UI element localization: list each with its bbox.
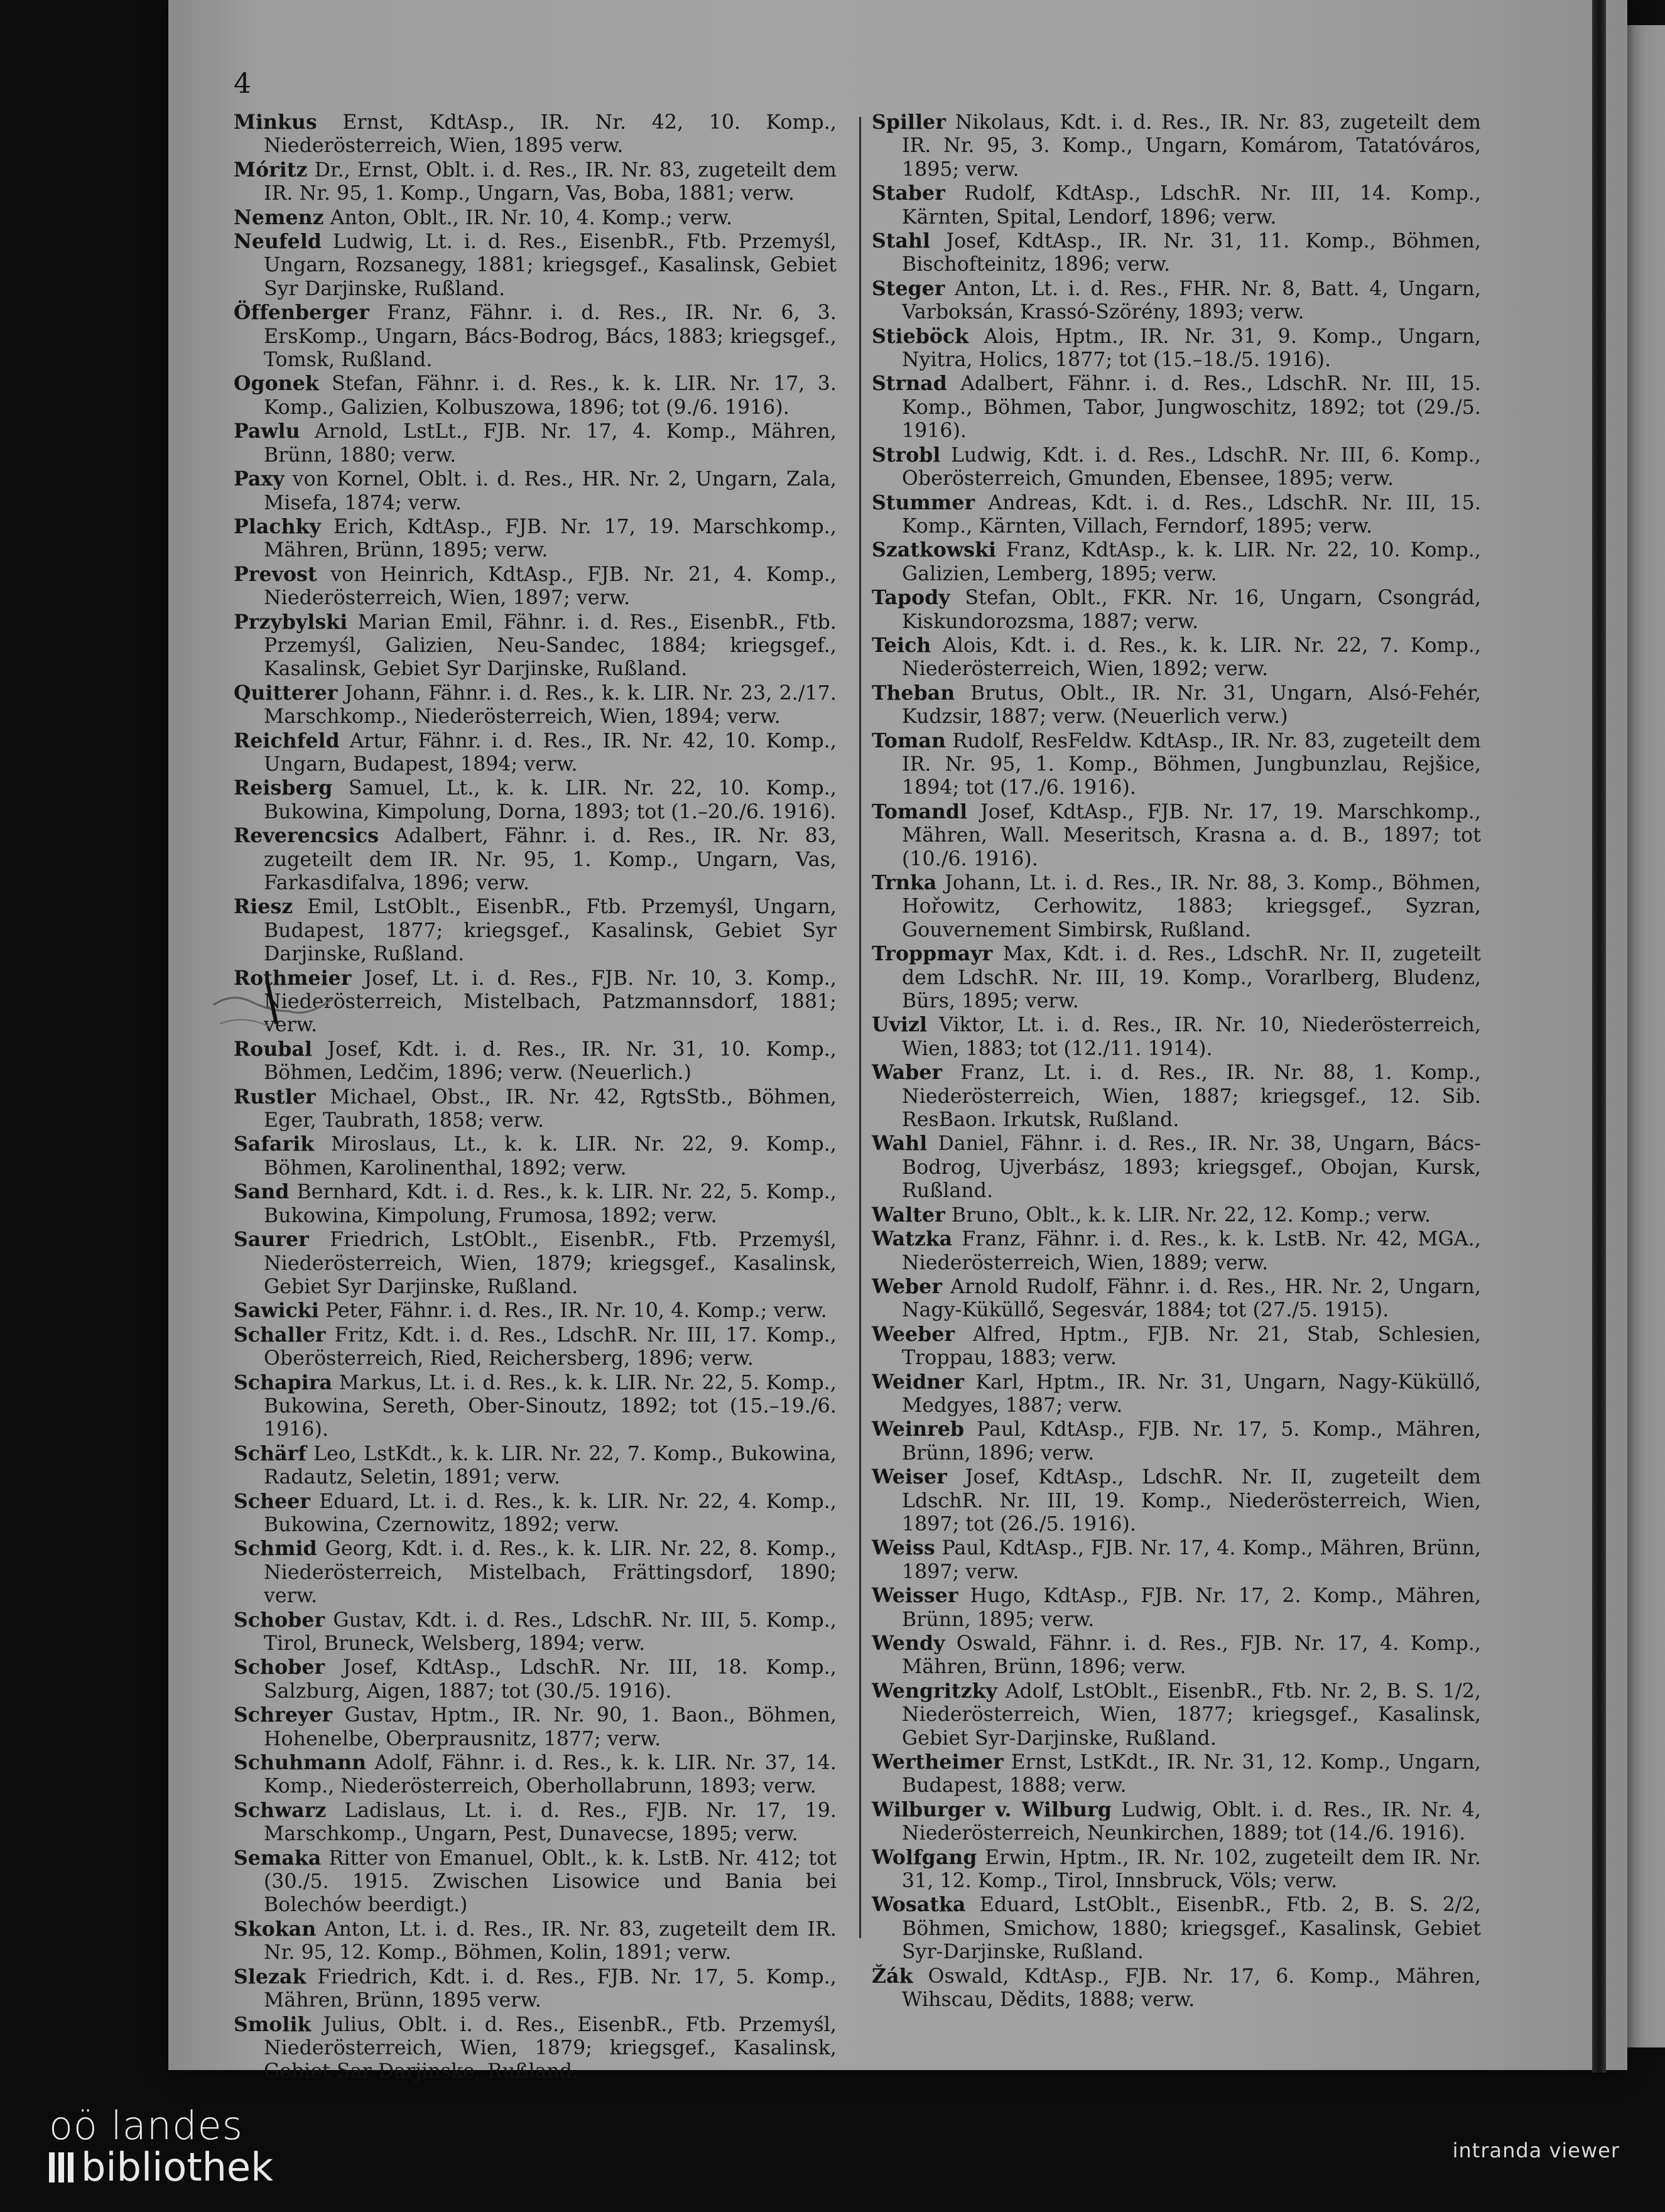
- entry-surname: Neufeld: [234, 230, 322, 254]
- entry-details: Dr., Ernst, Oblt. i. d. Res., IR. Nr. 83, zugeteilt dem IR. Nr. 95, 1. Komp., Ungarn, Vas, Boba, 1881; verw.: [264, 158, 837, 205]
- entry-surname: Paxy: [234, 467, 285, 491]
- entry-surname: Scheer: [234, 1489, 311, 1513]
- entry-details: Josef, KdtAsp., LdschR. Nr. III, 18. Komp., Salzburg, Aigen, 1887; tot (30./5. 1916).: [264, 1656, 837, 1703]
- entry-surname: Safarik: [234, 1132, 315, 1156]
- register-entry: [872, 634, 1481, 681]
- entry-surname: Reisberg: [234, 776, 333, 800]
- entry-details: Ludwig, Kdt. i. d. Res., LdschR. Nr. III, 6. Komp., Oberösterreich, Gmunden, Ebensee, 1895; verw.: [902, 443, 1481, 491]
- register-entry: [872, 1584, 1481, 1632]
- entry-details: Adalbert, Fähnr. i. d. Res., LdschR. Nr. III, 15. Komp., Böhmen, Tabor, Jungwoschitz, 1892; tot (29./5. 1916).: [902, 372, 1481, 443]
- register-entry: [872, 1632, 1481, 1679]
- register-entry: [234, 1132, 837, 1180]
- entry-surname: Reverencsics: [234, 824, 379, 848]
- entry-surname: Weber: [872, 1274, 943, 1298]
- register-entry: [234, 158, 837, 206]
- entry-surname: Weinreb: [872, 1418, 965, 1441]
- register-entry: [234, 230, 837, 301]
- register-entry: [234, 1323, 837, 1371]
- entry-details: Leo, LstKdt., k. k. LIR. Nr. 22, 7. Komp., Bukowina, Radautz, Seletin, 1891; verw.: [264, 1442, 837, 1489]
- entry-surname: Trnka: [872, 871, 937, 894]
- entry-details: Ritter von Emanuel, Oblt., k. k. LstB. Nr. 412; tot (30./5. 1915. Zwischen Lisowice und Bania bei Bolechów beerdigt.): [264, 1846, 837, 1917]
- register-entry: [234, 1917, 837, 1965]
- entry-surname: Tomandl: [872, 800, 968, 823]
- entry-surname: Pawlu: [234, 420, 300, 443]
- register-entry: [872, 1465, 1481, 1536]
- register-entry: [234, 824, 837, 895]
- entry-surname: Minkus: [234, 111, 317, 134]
- entry-details: Franz, Fähnr. i. d. Res., k. k. LstB. Nr. 42, MGA., Niederösterreich, Wien, 1889; verw.: [902, 1228, 1481, 1274]
- entry-surname: Schaller: [234, 1323, 326, 1347]
- register-entry: [234, 301, 837, 372]
- entry-details: Miroslaus, Lt., k. k. LIR. Nr. 22, 9. Komp., Böhmen, Karolinenthal, 1892; verw.: [264, 1133, 837, 1179]
- entry-surname: Wilburger v. Wilburg: [872, 1797, 1112, 1821]
- entry-details: Josef, KdtAsp., FJB. Nr. 17, 19. Marschkomp., Mähren, Wall. Meseritsch, Krasna a. d. B., 1897; tot (10./6. 1916).: [902, 800, 1481, 870]
- logo-line2: [49, 2144, 273, 2190]
- register-entry: [872, 1893, 1481, 1964]
- register-entry: [872, 1323, 1481, 1370]
- entry-details: Adalbert, Fähnr. i. d. Res., IR. Nr. 83, zugeteilt dem IR. Nr. 95, 1. Komp., Ungarn, Vas, Farkasdifalva, 1896; verw.: [264, 825, 837, 894]
- register-entry: [234, 729, 837, 777]
- entry-details: Paul, KdtAsp., FJB. Nr. 17, 5. Komp., Mähren, Brünn, 1896; verw.: [902, 1418, 1481, 1465]
- entry-details: Franz, Fähnr. i. d. Res., IR. Nr. 6, 3. ErsKomp., Ungarn, Bács-Bodrog, Bács, 1883; kriegsgef., Tomsk, Rußland.: [264, 301, 837, 372]
- register-entry: [872, 182, 1481, 229]
- register-entry: [234, 372, 837, 420]
- register-entry: [234, 1442, 837, 1490]
- entry-surname: Strnad: [872, 372, 947, 396]
- register-entry: [872, 586, 1481, 634]
- register-entry: [234, 1371, 837, 1442]
- register-entry: [872, 491, 1481, 539]
- register-entry: [872, 1418, 1481, 1465]
- entry-details: Erwin, Hptm., IR. Nr. 102, zugeteilt dem IR. Nr. 31, 12. Komp., Tirol, Innsbruck, Völs; verw.: [902, 1846, 1481, 1893]
- entry-details: Rudolf, KdtAsp., LdschR. Nr. III, 14. Komp., Kärnten, Spital, Lendorf, 1896; verw.: [902, 182, 1481, 229]
- entry-details: Gustav, Hptm., IR. Nr. 90, 1. Baon., Böhmen, Hohenelbe, Oberprausnitz, 1877; verw.: [264, 1704, 837, 1750]
- entry-details: Samuel, Lt., k. k. LIR. Nr. 22, 10. Komp., Bukowina, Kimpolung, Dorna, 1893; tot (1.–20./6. 1916).: [264, 777, 837, 823]
- register-entry: [234, 1085, 837, 1133]
- entry-details: Josef, KdtAsp., IR. Nr. 31, 11. Komp., Böhmen, Bischofteinitz, 1896; verw.: [902, 230, 1481, 276]
- entry-surname: Uvizl: [872, 1013, 928, 1037]
- register-entry: [872, 1132, 1481, 1203]
- entry-surname: Stieböck: [872, 324, 969, 348]
- entry-details: von Kornel, Oblt. i. d. Res., HR. Nr. 2, Ungarn, Zala, Misefa, 1874; verw.: [264, 468, 837, 514]
- entry-surname: Tapody: [872, 586, 950, 610]
- entry-surname: Spiller: [872, 111, 946, 134]
- entry-surname: Szatkowski: [872, 538, 997, 562]
- register-entry: [872, 1275, 1481, 1323]
- register-entry: [234, 467, 837, 515]
- entry-details: Josef, Lt. i. d. Res., FJB. Nr. 10, 3. Komp., Niederösterreich, Mistelbach, Patzmannsdorf, 1881; verw.: [264, 967, 837, 1037]
- entry-surname: Nemenz: [234, 205, 324, 229]
- entry-details: Paul, KdtAsp., FJB. Nr. 17, 4. Komp., Mähren, Brünn, 1897; verw.: [902, 1537, 1481, 1583]
- entry-details: Anton, Oblt., IR. Nr. 10, 4. Komp.; verw.: [323, 206, 733, 229]
- entry-details: Oswald, KdtAsp., FJB. Nr. 17, 6. Komp., Mähren, Wihscau, Dědits, 1888; verw.: [902, 1965, 1481, 2012]
- page-fold: [1592, 0, 1606, 2073]
- left-column: [234, 111, 837, 2084]
- register-entry: [872, 1798, 1481, 1846]
- register-entry: [234, 1537, 837, 1608]
- entry-details: Viktor, Lt. i. d. Res., IR. Nr. 10, Niederösterreich, Wien, 1883; tot (12./11. 1914).: [902, 1014, 1481, 1060]
- entry-surname: Öffenberger: [234, 301, 369, 325]
- register-entry: [872, 800, 1481, 871]
- library-logo[interactable]: [49, 2105, 273, 2188]
- entry-surname: Rothmeier: [234, 966, 352, 990]
- entry-surname: Przybylski: [234, 610, 348, 634]
- right-column: [872, 111, 1481, 2012]
- entry-surname: Reichfeld: [234, 729, 340, 752]
- entry-surname: Roubal: [234, 1037, 313, 1061]
- entry-surname: Semaka: [234, 1846, 322, 1870]
- entry-details: Oswald, Fähnr. i. d. Res., FJB. Nr. 17, 4. Komp., Mähren, Brünn, 1896; verw.: [902, 1632, 1481, 1679]
- register-entry: [234, 206, 837, 230]
- entry-details: Markus, Lt. i. d. Res., k. k. LIR. Nr. 22, 5. Komp., Bukowina, Sereth, Ober-Sinoutz, 1892; tot (15.–19./6. 1916).: [264, 1371, 837, 1441]
- entry-surname: Sand: [234, 1180, 290, 1204]
- entry-details: Bruno, Oblt., k. k. LIR. Nr. 22, 12. Komp.; verw.: [945, 1203, 1431, 1227]
- entry-surname: Plachky: [234, 514, 321, 538]
- entry-details: Brutus, Oblt., IR. Nr. 31, Ungarn, Alsó-Fehér, Kudzsir, 1887; verw. (Neuerlich verw.): [902, 681, 1481, 729]
- register-entry: [234, 1608, 837, 1656]
- logo-bars-icon: [49, 2152, 73, 2182]
- entry-surname: Schreyer: [234, 1703, 333, 1727]
- entry-surname: Schärf: [234, 1441, 306, 1465]
- entry-surname: Schober: [234, 1608, 325, 1632]
- register-entry: [234, 1799, 837, 1846]
- entry-details: Arnold, LstLt., FJB. Nr. 17, 4. Komp., Mähren, Brünn, 1880; verw.: [264, 420, 837, 467]
- entry-surname: Ogonek: [234, 372, 319, 396]
- register-entry: [872, 1750, 1481, 1798]
- register-entry: [872, 871, 1481, 942]
- entry-surname: Schapira: [234, 1370, 333, 1394]
- register-entry: [872, 538, 1481, 586]
- register-entry: [234, 2013, 837, 2084]
- entry-surname: Watzka: [872, 1227, 953, 1251]
- column-divider: [859, 117, 861, 1938]
- entry-details: Franz, KdtAsp., k. k. LIR. Nr. 22, 10. Komp., Galizien, Lemberg, 1895; verw.: [902, 539, 1481, 585]
- entry-surname: Schwarz: [234, 1798, 327, 1822]
- entry-details: Rudolf, ResFeldw. KdtAsp., IR. Nr. 83, zugeteilt dem IR. Nr. 95, 1. Komp., Böhmen, Jungbunzlau, Rejšice, 1894; tot (17./6. 1916).: [902, 729, 1481, 800]
- register-entry: [234, 610, 837, 681]
- entry-surname: Sawicki: [234, 1299, 319, 1323]
- register-entry: [234, 563, 837, 610]
- entry-surname: Stahl: [872, 229, 931, 253]
- register-entry: [234, 420, 837, 467]
- entry-details: Michael, Obst., IR. Nr. 42, RgtsStb., Böhmen, Eger, Taubrath, 1858; verw.: [264, 1085, 837, 1132]
- entry-surname: Waber: [872, 1061, 943, 1085]
- entry-surname: Wolfgang: [872, 1845, 977, 1869]
- register-entry: [234, 1228, 837, 1299]
- entry-surname: Rustler: [234, 1085, 316, 1109]
- logo-text-line2: bibliothek: [81, 2144, 273, 2190]
- entry-surname: Walter: [872, 1203, 945, 1227]
- entry-details: Gustav, Kdt. i. d. Res., LdschR. Nr. III, 5. Komp., Tirol, Bruneck, Welsberg, 1894; verw.: [264, 1608, 837, 1655]
- register-entry: [872, 1013, 1481, 1061]
- entry-surname: Stummer: [872, 491, 975, 514]
- entry-surname: Weisser: [872, 1584, 958, 1608]
- register-entry: [234, 681, 837, 729]
- entry-surname: Schober: [234, 1656, 325, 1679]
- entry-details: Alois, Kdt. i. d. Res., k. k. LIR. Nr. 22, 7. Komp., Niederösterreich, Wien, 1892; verw.: [902, 634, 1481, 681]
- entry-surname: Schmid: [234, 1537, 317, 1561]
- entry-details: Artur, Fähnr. i. d. Res., IR. Nr. 42, 10. Komp., Ungarn, Budapest, 1894; verw.: [264, 729, 837, 776]
- entry-details: Franz, Lt. i. d. Res., IR. Nr. 88, 1. Komp., Niederösterreich, Wien, 1887; kriegsgef., 12. Sib. ResBaon. Irkutsk, Rußland.: [902, 1061, 1481, 1132]
- entry-details: Karl, Hptm., IR. Nr. 31, Ungarn, Nagy-Küküllő, Medgyes, 1887; verw.: [902, 1370, 1481, 1417]
- register-entry: [872, 372, 1481, 443]
- entry-details: Georg, Kdt. i. d. Res., k. k. LIR. Nr. 22, 8. Komp., Niederösterreich, Mistelbach, Frättingsdorf, 1890; verw.: [264, 1537, 837, 1608]
- entry-surname: Schuhmann: [234, 1751, 367, 1775]
- entry-details: Johann, Lt. i. d. Res., IR. Nr. 88, 3. Komp., Böhmen, Hořowitz, Cerhowitz, 1883; kriegsgef., Syzran, Gouvernement Simbirsk, Rußland.: [902, 872, 1481, 941]
- entry-details: Stefan, Fähnr. i. d. Res., k. k. LIR. Nr. 17, 3. Komp., Galizien, Kolbuszowa, 1896; tot (9./6. 1916).: [264, 372, 837, 419]
- entry-details: Max, Kdt. i. d. Res., LdschR. Nr. II, zugeteilt dem LdschR. Nr. III, 19. Komp., Vorarlberg, Bludenz, Bürs, 1895; verw.: [902, 943, 1481, 1013]
- entry-details: Josef, Kdt. i. d. Res., IR. Nr. 31, 10. Komp., Böhmen, Ledčim, 1896; verw. (Neuerlich.): [264, 1038, 837, 1085]
- entry-surname: Saurer: [234, 1228, 309, 1252]
- register-entry: [872, 325, 1481, 372]
- entry-surname: Theban: [872, 681, 955, 705]
- entry-details: Friedrich, Kdt. i. d. Res., FJB. Nr. 17, 5. Komp., Mähren, Brünn, 1895 verw.: [264, 1965, 837, 2012]
- entry-details: Bernhard, Kdt. i. d. Res., k. k. LIR. Nr. 22, 5. Komp., Bukowina, Kimpolung, Frumosa, 1892; verw.: [264, 1181, 837, 1227]
- entry-details: Ludwig, Oblt. i. d. Res., IR. Nr. 4, Niederösterreich, Neunkirchen, 1889; tot (14./6. 1916).: [902, 1798, 1482, 1845]
- entry-surname: Wendy: [872, 1632, 945, 1655]
- entry-details: Ernst, LstKdt., IR. Nr. 31, 12. Komp., Ungarn, Budapest, 1888; verw.: [902, 1751, 1481, 1797]
- entry-details: Julius, Oblt. i. d. Res., EisenbR., Ftb. Przemyśl, Niederösterreich, Wien, 1879; kriegsgef., Kasalinsk, Gebiet Sar Darjinske, Rußland.: [264, 2013, 837, 2083]
- entry-details: Friedrich, LstOblt., EisenbR., Ftb. Przemyśl, Niederösterreich, Wien, 1879; kriegsgef., Kasalinsk, Gebiet Syr Darjinske, Rußland.: [264, 1228, 837, 1298]
- register-entry: [872, 229, 1481, 277]
- register-entry: [234, 1038, 837, 1085]
- register-entry: [234, 1751, 837, 1799]
- entry-details: Arnold Rudolf, Fähnr. i. d. Res., HR. Nr. 2, Ungarn, Nagy-Küküllő, Segesvár, 1884; tot (27./5. 1915).: [902, 1275, 1481, 1322]
- entry-details: Stefan, Oblt., FKR. Nr. 16, Ungarn, Csongrád, Kiskundorozsma, 1887; verw.: [902, 587, 1481, 633]
- page-number: 4: [234, 68, 251, 100]
- register-entry: [872, 1965, 1481, 2012]
- register-entry: [872, 942, 1481, 1013]
- register-entry: [872, 443, 1481, 491]
- register-entry: [872, 1203, 1481, 1227]
- entry-details: Ernst, KdtAsp., IR. Nr. 42, 10. Komp., Niederösterreich, Wien, 1895 verw.: [264, 111, 837, 158]
- entry-surname: Steger: [872, 276, 945, 300]
- entry-details: Eduard, LstOblt., EisenbR., Ftb. 2, B. S. 2/2, Böhmen, Smichow, 1880; kriegsgef., Kasalinsk, Gebiet Syr-Darjinske, Rußland.: [902, 1894, 1481, 1964]
- entry-details: Hugo, KdtAsp., FJB. Nr. 17, 2. Komp., Mähren, Brünn, 1895; verw.: [902, 1585, 1481, 1631]
- entry-details: Emil, LstOblt., EisenbR., Ftb. Przemyśl, Ungarn, Budapest, 1877; kriegsgef., Kasalinsk, Gebiet Syr Darjinske, Rußland.: [264, 896, 837, 966]
- entry-details: Johann, Fähnr. i. d. Res., k. k. LIR. Nr. 23, 2./17. Marschkomp., Niederösterreich, Wien, 1894; verw.: [264, 681, 837, 729]
- entry-surname: Wosatka: [872, 1893, 966, 1917]
- register-entry: [872, 1227, 1481, 1275]
- entry-surname: Teich: [872, 633, 931, 657]
- register-entry: [234, 1846, 837, 1917]
- entry-details: Alois, Hptm., IR. Nr. 31, 9. Komp., Ungarn, Nyitra, Holics, 1877; tot (15.–18./5. 1916).: [902, 325, 1481, 372]
- register-entry: [872, 729, 1481, 800]
- entry-details: Anton, Lt. i. d. Res., IR. Nr. 83, zugeteilt dem IR. Nr. 95, 12. Komp., Böhmen, Kolin, 1891; verw.: [264, 1917, 837, 1965]
- entry-details: Erich, KdtAsp., FJB. Nr. 17, 19. Marschkomp., Mähren, Brünn, 1895; verw.: [264, 515, 837, 562]
- entry-details: Peter, Fähnr. i. d. Res., IR. Nr. 10, 4. Komp.; verw.: [318, 1299, 827, 1323]
- entry-details: Eduard, Lt. i. d. Res., k. k. LIR. Nr. 22, 4. Komp., Bukowina, Czernowitz, 1892; verw.: [264, 1490, 837, 1536]
- register-entry: [872, 1370, 1481, 1418]
- register-entry: [872, 1679, 1481, 1750]
- entry-details: Daniel, Fähnr. i. d. Res., IR. Nr. 38, Ungarn, Bács-Bodrog, Ujverbász, 1893; kriegsgef., Obojan, Kursk, Rußland.: [902, 1132, 1481, 1203]
- register-entry: [872, 111, 1481, 182]
- entry-surname: Prevost: [234, 562, 317, 586]
- register-entry: [872, 1536, 1481, 1584]
- entry-details: von Heinrich, KdtAsp., FJB. Nr. 21, 4. Komp., Niederösterreich, Wien, 1897; verw.: [264, 563, 837, 610]
- entry-surname: Skokan: [234, 1917, 317, 1941]
- entry-surname: Troppmayr: [872, 942, 993, 966]
- entry-details: Anton, Lt. i. d. Res., FHR. Nr. 8, Batt. 4, Ungarn, Varboksán, Krassó-Szörény, 1893; verw.: [902, 277, 1481, 324]
- register-entry: [234, 515, 837, 563]
- logo-text-line1: oö landes: [49, 2103, 243, 2149]
- register-entry: [234, 895, 837, 966]
- paper-tear-mark: [207, 967, 339, 1043]
- entry-details: Adolf, LstOblt., EisenbR., Ftb. Nr. 2, B. S. 1/2, Niederösterreich, Wien, 1877; kriegsgef., Kasalinsk, Gebiet Syr-Darjinske, Rußland.: [902, 1679, 1481, 1750]
- entry-surname: Weeber: [872, 1322, 955, 1346]
- entry-details: Alfred, Hptm., FJB. Nr. 21, Stab, Schlesien, Troppau, 1883; verw.: [902, 1323, 1481, 1370]
- entry-details: Nikolaus, Kdt. i. d. Res., IR. Nr. 83, zugeteilt dem IR. Nr. 95, 3. Komp., Ungarn, Komárom, Tatatóváros, 1895; verw.: [902, 111, 1481, 181]
- entry-surname: Weiser: [872, 1465, 947, 1489]
- entry-surname: Weidner: [872, 1370, 965, 1394]
- entry-surname: Smolik: [234, 2012, 312, 2036]
- entry-surname: Staber: [872, 182, 945, 205]
- entry-surname: Slezak: [234, 1965, 306, 1988]
- register-entry: [234, 1490, 837, 1537]
- register-entry: [234, 1299, 837, 1323]
- register-entry: [872, 1846, 1481, 1894]
- register-entry: [234, 111, 837, 158]
- entry-surname: Wahl: [872, 1132, 928, 1156]
- entry-surname: Riesz: [234, 895, 293, 919]
- register-entry: [872, 1061, 1481, 1132]
- register-entry: [872, 681, 1481, 729]
- register-entry: [234, 1180, 837, 1228]
- entry-details: Andreas, Kdt. i. d. Res., LdschR. Nr. III, 15. Komp., Kärnten, Villach, Ferndorf, 1895; verw.: [902, 491, 1481, 538]
- entry-surname: Žák: [872, 1964, 913, 1988]
- register-entry: [234, 1703, 837, 1751]
- entry-details: Josef, KdtAsp., LdschR. Nr. II, zugeteilt dem LdschR. Nr. III, 19. Komp., Niederösterreich, Wien, 1897; tot (26./5. 1916).: [902, 1466, 1481, 1536]
- register-entry: [234, 1965, 837, 2013]
- entry-surname: Móritz: [234, 158, 308, 182]
- entry-details: Fritz, Kdt. i. d. Res., LdschR. Nr. III, 17. Komp., Oberösterreich, Ried, Reichersberg, 1896; verw.: [264, 1323, 837, 1370]
- viewer-label: intranda viewer: [1452, 2139, 1620, 2162]
- register-entry: [234, 776, 837, 824]
- entry-surname: Quitterer: [234, 681, 338, 705]
- entry-surname: Wengritzky: [872, 1679, 997, 1703]
- entry-details: Ludwig, Lt. i. d. Res., EisenbR., Ftb. Przemyśl, Ungarn, Rozsanegy, 1881; kriegsgef., Kasalinsk, Gebiet Syr Darjinske, Rußland.: [264, 230, 837, 300]
- entry-surname: Strobl: [872, 443, 941, 467]
- entry-details: Ladislaus, Lt. i. d. Res., FJB. Nr. 17, 19. Marschkomp., Ungarn, Pest, Dunavecse, 1895; verw.: [264, 1799, 837, 1846]
- entry-details: Marian Emil, Fähnr. i. d. Res., EisenbR., Ftb. Przemyśl, Galizien, Neu-Sandec, 1884; kriegsgef., Kasalinsk, Gebiet Syr Darjinske, Rußland.: [264, 610, 837, 681]
- entry-surname: Wertheimer: [872, 1750, 1004, 1774]
- entry-surname: Toman: [872, 729, 946, 752]
- register-entry: [234, 1656, 837, 1703]
- entry-details: Adolf, Fähnr. i. d. Res., k. k. LIR. Nr. 37, 14. Komp., Niederösterreich, Oberhollabrunn, 1893; verw.: [264, 1752, 837, 1798]
- register-entry: [872, 277, 1481, 325]
- entry-surname: Weiss: [872, 1536, 935, 1560]
